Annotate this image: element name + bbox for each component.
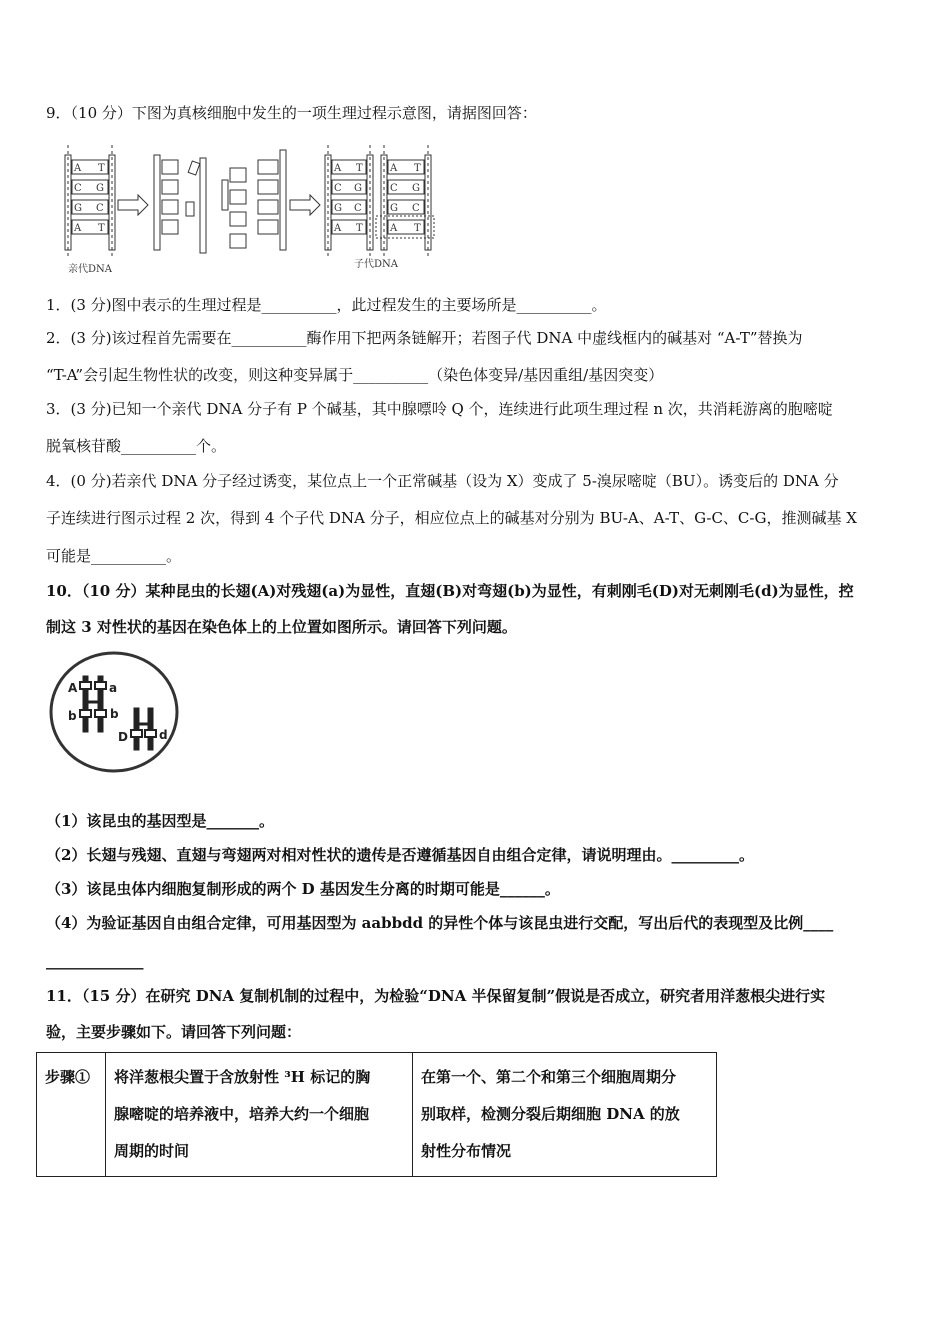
svg-text:G: G: [412, 183, 420, 194]
q9-item-1: 1．(3 分)图中表示的生理过程是__________，此过程发生的主要场所是__________。: [46, 296, 607, 314]
q9-item-4c: 可能是__________。: [46, 547, 182, 565]
step-description-cell: [106, 1053, 413, 1177]
cell-line: 腺嘧啶的培养液中，培养大约一个细胞: [114, 1105, 370, 1123]
step-detection-cell: [413, 1053, 717, 1177]
svg-text:G: G: [334, 203, 342, 214]
gene-label-b2: b: [110, 707, 119, 721]
svg-text:T: T: [414, 163, 421, 174]
q10-title-2: 制这 3 对性状的基因在染色体上的上位置如图所示。请回答下列问题。: [46, 618, 517, 636]
svg-text:C: C: [354, 203, 362, 214]
cell-line: 射性分布情况: [421, 1142, 512, 1160]
gene-label-a: a: [109, 681, 118, 695]
q11-title-1: 11．（15 分）在研究 DNA 复制机制的过程中，为检验“DNA 半保留复制”假说是否成立，研究者用洋葱根尖进行实: [46, 987, 826, 1005]
svg-text:T: T: [356, 223, 363, 234]
step-cell: [37, 1053, 106, 1177]
svg-text:C: C: [74, 183, 82, 194]
svg-text:C: C: [390, 183, 398, 194]
arrow-icon: [118, 195, 148, 215]
gene-label-b1: b: [68, 709, 77, 723]
svg-text:T: T: [414, 223, 421, 234]
svg-text:C: C: [412, 203, 420, 214]
svg-text:A: A: [74, 223, 82, 234]
q9-item-2b: “T-A”会引起生物性状的改变，则这种变异属于__________（染色体变异/基因重组/基因突变）: [46, 366, 664, 384]
q9-item-3a: 3．(3 分)已知一个亲代 DNA 分子有 P 个碱基，其中腺嘌呤 Q 个，连续进行此项生理过程 n 次，共消耗游离的胞嘧啶: [46, 400, 833, 418]
q11-title-2: 验，主要步骤如下。请回答下列问题：: [46, 1023, 302, 1041]
synthesis-dna-diagram: [230, 150, 286, 250]
q10-item-3: （3）该昆虫体内细胞复制形成的两个 D 基因发生分离的时期可能是______。: [46, 880, 560, 898]
parent-dna-diagram: [65, 145, 115, 258]
svg-text:G: G: [390, 203, 398, 214]
cell-line: 在第一个、第二个和第三个细胞周期分: [421, 1068, 677, 1086]
q10-title-1: 10．（10 分）某种昆虫的长翅(A)对残翅(a)为显性，直翅(B)对弯翅(b)为显性，有刺刚毛(D)对无刺刚毛(d)为显性，控: [46, 582, 854, 600]
cell-line: 周期的时间: [114, 1142, 190, 1160]
svg-text:T: T: [356, 163, 363, 174]
svg-text:C: C: [334, 183, 342, 194]
svg-text:G: G: [96, 183, 104, 194]
step-label: 步骤①: [45, 1068, 91, 1086]
dna-replication-figure: [62, 140, 442, 275]
svg-text:G: G: [74, 203, 82, 214]
cell-line: 将洋葱根尖置于含放射性 ³H 标记的胸: [114, 1068, 371, 1086]
child-dna-label: 子代DNA: [354, 259, 398, 270]
steps-table: [36, 1052, 717, 1177]
q9-item-2a: 2．(3 分)该过程首先需要在__________酶作用下把两条链解开；若图子代 DNA 中虚线框内的碱基对 “A-T”替换为: [46, 329, 803, 347]
svg-text:A: A: [390, 163, 398, 174]
daughter-dna-diagram: [325, 145, 434, 258]
svg-text:A: A: [74, 163, 82, 174]
parent-dna-label: 亲代DNA: [68, 264, 112, 275]
svg-text:A: A: [334, 163, 342, 174]
q9-item-3b: 脱氧核苷酸__________个。: [46, 437, 227, 455]
gene-label-A: A: [68, 681, 78, 695]
svg-text:G: G: [354, 183, 362, 194]
q9-item-4b: 子连续进行图示过程 2 次，得到 4 个子代 DNA 分子，相应位点上的碱基对分别为 BU-A、A-T、G-C、C-G，推测碱基 X: [46, 509, 857, 527]
svg-text:A: A: [390, 223, 398, 234]
svg-text:C: C: [96, 203, 104, 214]
svg-text:T: T: [98, 223, 105, 234]
chromosome-figure: [48, 650, 180, 774]
q10-item-2: （2）长翅与残翅、直翅与弯翅两对相对性状的遗传是否遵循基因自由组合定律，请说明理由。_________。: [46, 846, 754, 864]
gene-label-d: d: [159, 728, 168, 742]
svg-text:A: A: [334, 223, 342, 234]
arrow-icon: [290, 195, 320, 215]
gene-label-D: D: [118, 730, 128, 744]
cell-line: 别取样，检测分裂后期细胞 DNA 的放: [421, 1105, 680, 1123]
q9-title: 9．（10 分）下图为真核细胞中发生的一项生理过程示意图，请据图回答：: [46, 104, 537, 122]
q10-item-1: （1）该昆虫的基因型是_______。: [46, 812, 274, 830]
q10-item-4b: _____________: [46, 952, 144, 970]
q9-item-4a: 4．(0 分)若亲代 DNA 分子经过诱变，某位点上一个正常碱基（设为 X）变成了 5-溴尿嘧啶（BU）。诱变后的 DNA 分: [46, 472, 839, 490]
q10-item-4a: （4）为验证基因自由组合定律，可用基因型为 aabbdd 的异性个体与该昆虫进行交配，写出后代的表现型及比例____: [46, 914, 834, 932]
table-row: [37, 1053, 717, 1177]
unwinding-dna-diagram: [154, 155, 228, 253]
svg-text:T: T: [98, 163, 105, 174]
